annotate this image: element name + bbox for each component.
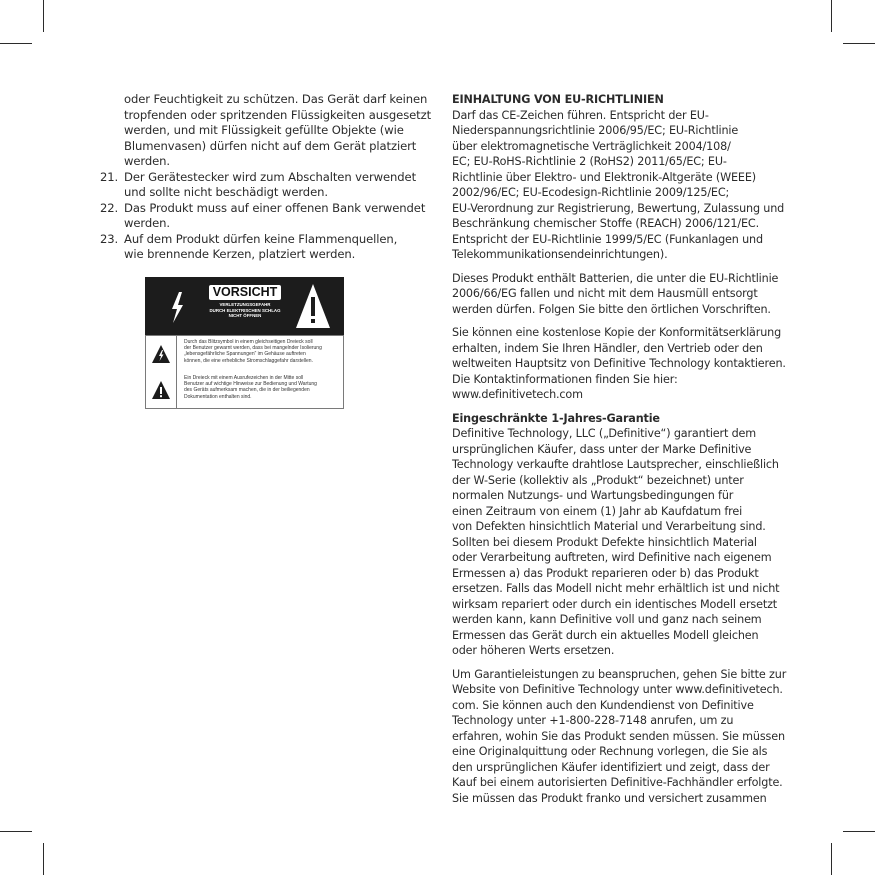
item-number: 22. — [100, 200, 119, 215]
icon-cell — [146, 372, 177, 408]
text-line: Niederspannungsrichtlinie 2006/95/EC; EU-Richtlinie — [452, 124, 739, 137]
text-line: werden kann, kann Definitive voll und ganz nach seinem — [452, 613, 762, 626]
text-line: Die Kontaktinformationen finden Sie hier: — [452, 372, 678, 386]
text-line: Technology verkaufte drahtlose Lautsprecher, einschließlich — [452, 458, 779, 471]
text-line: ursprünglichen Käufer, dass unter der Marke Definitive — [452, 442, 752, 456]
text-line: des Geräts aufmerksam machen, die in der beiliegenden — [184, 387, 310, 394]
text-line: oder Verarbeitung auftreten, wird Definitive nach eigenem — [452, 551, 772, 564]
text-line: Website von Definitive Technology unter www.definitivetech. — [452, 683, 783, 696]
text-line: Benutzer auf wichtige Hinweise zur Bedienung und Wartung — [184, 381, 317, 388]
text-line: Kauf bei einem autorisierten Definitive-Fachhändler erfolgte. — [452, 776, 783, 789]
caution-subtitle-line: NICHT ÖFFNEN — [228, 313, 262, 319]
text-line: erhalten, indem Sie Ihren Händler, den Vertrieb oder den — [452, 341, 763, 355]
eu-compliance-section — [452, 92, 785, 263]
list-item — [100, 170, 418, 201]
caution-subtitle-line: VERLETZUNGSGEFAHR — [219, 302, 271, 307]
conformity-paragraph — [452, 325, 786, 403]
text-line: können, die eine erhebliche Stromschlaggefahr darstellen. — [184, 357, 313, 364]
text-line: tropfenden oder spritzenden Flüssigkeiten ausgesetzt — [124, 107, 432, 122]
crop-mark — [831, 843, 832, 875]
item-number: 23. — [100, 231, 119, 246]
text-line: Definitive Technology, LLC („Definitive“) garantiert dem — [452, 427, 757, 440]
website-url: www.definitivetech.com — [452, 388, 583, 401]
text-line: Technology unter +1-800-228-7148 anrufen, um zu — [452, 714, 734, 727]
text-line: Durch das Blitzsymbol in einem gleichseitigen Dreieck soll — [184, 339, 313, 345]
warranty-section — [452, 411, 780, 659]
text-line: eine Originalquittung oder Rechnung vorlegen, die Sie als — [452, 745, 768, 758]
text-line: Blumenvasen) dürfen nicht auf dem Gerät platziert — [124, 138, 417, 153]
lightning-warning-icon — [158, 282, 196, 330]
text-line: werden. — [124, 216, 171, 230]
text-line: einen Zeitraum von einem (1) Jahr ab Kaufdatum frei — [452, 504, 743, 518]
crop-mark — [0, 831, 32, 832]
exclamation-warning-icon — [151, 380, 171, 400]
caution-description — [184, 339, 340, 364]
continuation-paragraph — [100, 92, 432, 170]
text-line: Ein Dreieck mit einem Ausrufezeichen in der Mitte soll — [184, 375, 304, 381]
text-line: 2002/96/EC; EU-Ecodesign-Richtlinie 2009/125/EC; — [452, 186, 730, 199]
text-line: Sie müssen das Produkt franko und versichert zusammen — [452, 791, 767, 805]
text-line: Beschränkung chemischer Stoffe (REACH) 2006/121/EC. — [452, 217, 759, 230]
text-line: Auf dem Produkt dürfen keine Flammenquellen, — [124, 231, 398, 246]
caution-row-lightning — [145, 335, 344, 373]
text-line: Richtlinie über Elektro- und Elektronik-Altgeräte (WEEE) — [452, 170, 756, 184]
text-line: Ermessen a) das Produkt reparieren oder b) das Produkt — [452, 566, 759, 580]
text-line: über elektromagnetische Verträglichkeit 2004/108/ — [452, 139, 731, 153]
text-line: werden dürfen. Folgen Sie bitte den örtlichen Vorschriften. — [452, 302, 771, 316]
text-line: Darf das CE-Zeichen führen. Entspricht der EU- — [452, 108, 709, 122]
battery-paragraph — [452, 271, 779, 318]
text-line: EC; EU-RoHS-Richtlinie 2 (RoHS2) 2011/65/EC; EU- — [452, 155, 727, 168]
text-line: oder Feuchtigkeit zu schützen. Das Gerät darf keinen — [124, 92, 428, 106]
caution-panel — [209, 285, 281, 325]
text-line: werden. — [124, 154, 171, 168]
text-line: Dieses Produkt enthält Batterien, die unter die EU-Richtlinie — [452, 271, 779, 285]
text-line: Sie können eine kostenlose Kopie der Konformitätserklärung — [452, 326, 782, 339]
text-line: der Benutzer gewarnt werden, dass bei mangelnder Isolierung — [184, 345, 322, 352]
safety-instructions — [100, 92, 432, 263]
lightning-warning-icon — [151, 344, 171, 364]
text-line: Das Produkt muss auf einer offenen Bank verwendet — [124, 200, 426, 215]
crop-mark — [831, 0, 832, 32]
list-item — [100, 200, 426, 232]
text-line: com. Sie können auch den Kundendienst von Definitive — [452, 698, 754, 712]
caution-subtitle-line: DURCH ELEKTRISCHEN SCHLAG — [209, 307, 281, 313]
text-line: Ermessen das Gerät durch ein aktuelles Modell gleichen — [452, 628, 759, 642]
text-line: EU-Verordnung zur Registrierung, Bewertung, Zulassung und — [452, 201, 785, 215]
text-line: wirksam repariert oder durch ein identisches Modell ersetzt — [452, 597, 778, 611]
caution-description — [184, 375, 340, 400]
text-line: weltweiten Hauptsitz von Definitive Technology kontaktieren. — [452, 357, 786, 370]
text-line: den ursprünglichen Käufer identifiziert und zeigt, dass der — [452, 760, 770, 774]
section-heading: Eingeschränkte 1-Jahres-Garantie — [452, 411, 660, 425]
exclamation-warning-icon — [294, 282, 332, 330]
text-line: von Defekten hinsichtlich Material und Verarbeitung sind. — [452, 520, 766, 533]
text-line: wie brennende Kerzen, platziert werden. — [124, 247, 356, 261]
text-line: „lebensgefährliche Spannungen“ im Gehäuse auftreten — [184, 351, 306, 358]
text-line: und sollte nicht beschädigt werden. — [124, 185, 328, 199]
text-line: Sollten bei diesem Produkt Defekte hinsichtlich Material — [452, 535, 757, 549]
crop-mark — [0, 43, 32, 44]
text-line: Der Gerätestecker wird zum Abschalten verwendet — [124, 169, 417, 184]
caution-row-exclamation — [145, 372, 344, 409]
warranty-claims-paragraph — [452, 667, 787, 807]
text-line: 2006/66/EG fallen und nicht mit dem Hausmüll entsorgt — [452, 287, 758, 300]
text-line: normalen Nutzungs- und Wartungsbedingungen für — [452, 489, 734, 502]
icon-cell — [146, 336, 177, 372]
text-line: werden, und mit Flüssigkeit gefüllte Objekte (wie — [124, 123, 404, 137]
caution-label — [145, 277, 344, 336]
crop-mark — [843, 831, 875, 832]
list-item — [100, 232, 418, 263]
text-line: Entspricht der EU-Richtlinie 1999/5/EC (Funkanlagen und — [452, 232, 763, 246]
text-line: ersetzen. Falls das Modell nicht mehr erhältlich ist und nicht — [452, 582, 780, 595]
text-line: der W-Serie (kollektiv als „Produkt“ bezeichnet) unter — [452, 473, 744, 487]
crop-mark — [843, 43, 875, 44]
crop-mark — [43, 843, 44, 875]
text-line: Um Garantieleistungen zu beanspruchen, gehen Sie bitte zur — [452, 667, 787, 681]
section-heading: EINHALTUNG VON EU-RICHTLINIEN — [452, 93, 664, 106]
crop-mark — [43, 0, 44, 32]
caution-subtitle — [209, 302, 281, 319]
text-line: oder höheren Werts ersetzen. — [452, 644, 615, 657]
caution-title: VORSICHT — [209, 285, 281, 300]
compliance-warranty-text — [452, 92, 787, 814]
item-number: 21. — [100, 169, 119, 184]
text-line: erfahren, wohin Sie das Produkt senden müssen. Sie müssen — [452, 729, 785, 743]
text-line: Telekommunikationsendeinrichtungen). — [452, 248, 668, 261]
text-line: Dokumentation enthalten sind. — [184, 393, 252, 400]
